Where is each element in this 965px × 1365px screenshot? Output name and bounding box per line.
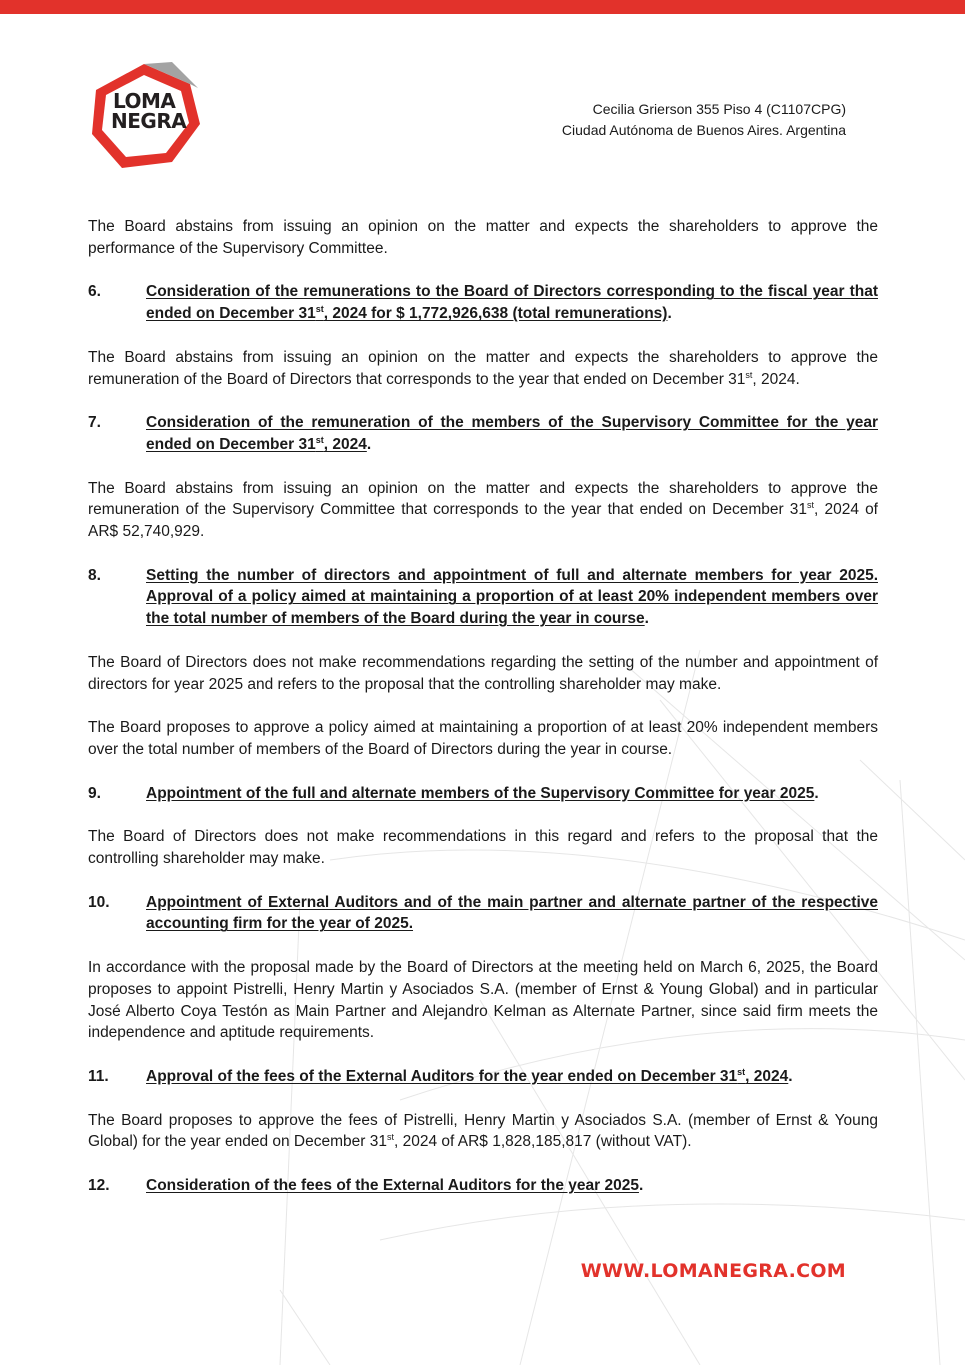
item-title-period: . bbox=[366, 435, 372, 453]
item-title bbox=[146, 1175, 878, 1197]
top-brand-bar bbox=[0, 0, 965, 14]
agenda-item-9 bbox=[88, 783, 878, 805]
logo-text-loma: LOMA bbox=[113, 89, 176, 113]
item-title-part: Approval of the fees of the External Auditors for the year ended on December 31 bbox=[146, 1067, 738, 1085]
ordinal-suffix: st bbox=[807, 500, 815, 511]
paragraph-independence-policy: The Board proposes to approve a policy aimed at maintaining a proportion of at least 20% independent members over the total number of members of the Board of Directors during the year in course. bbox=[88, 719, 878, 758]
item-title-part: Consideration of the remuneration of the members of the Supervisory Committee for the year ended on December 31 bbox=[146, 414, 878, 453]
item-title bbox=[146, 1066, 878, 1088]
item-number: 6. bbox=[88, 283, 101, 301]
item-title-part: Consideration of the fees of the External Auditors for the year 2025 bbox=[146, 1177, 639, 1195]
paragraph-directors-number: The Board of Directors does not make recommendations regarding the setting of the number and appointment of directors for year 2025 and refers to the proposal that the controlling shareholder may make. bbox=[88, 653, 878, 693]
text-part: The Board abstains from issuing an opinion on the matter and expects the shareholders to approve the remuneration of the Supervisory Committee that corresponds to the year that ended on December 31 bbox=[88, 479, 878, 519]
item-number: 8. bbox=[88, 566, 101, 584]
agenda-item-11 bbox=[88, 1066, 878, 1088]
ordinal-suffix: st bbox=[315, 304, 324, 315]
item-title-part: Appointment of the full and alternate members of the Supervisory Committee for year 2025 bbox=[146, 784, 815, 802]
item-title-part: , 2024 for $ 1,772,926,638 (total remunerations) bbox=[323, 305, 668, 323]
paragraph-supervisory-remuneration bbox=[88, 478, 878, 543]
text-part: The Board abstains from issuing an opinion on the matter and expects the shareholders to approve the remuneration of the Board of Directors that corresponds to the year that ended on December 31 bbox=[88, 348, 878, 388]
paragraph-auditor-fees bbox=[88, 1110, 878, 1153]
paragraph-external-auditors: In accordance with the proposal made by the Board of Directors at the meeting held on March 6, 2025, the Board proposes to appoint Pistrelli, Henry Martin y Asociados S.A. (member of Ernst & Young Global) and in particular José Alberto Coya Testón as Main Partner and Alejandro Kelman as Alternate Partner, since said firm meets the independence and aptitude requirements. bbox=[88, 959, 878, 1042]
text-part: The Board proposes to approve the fees of Pistrelli, Henry Martin y Asociados S.A. (member of Ernst & Young Global) for the year ended on December 31 bbox=[88, 1111, 878, 1151]
loma-negra-logo bbox=[86, 58, 204, 172]
item-title-part: Appointment of External Auditors and of the main partner and alternate partner of the respective accounting firm for the year of 2025. bbox=[146, 893, 878, 933]
ordinal-suffix: st bbox=[315, 434, 324, 445]
paragraph-board-remuneration bbox=[88, 347, 878, 390]
item-number: 12. bbox=[88, 1177, 110, 1195]
item-number: 7. bbox=[88, 414, 101, 432]
item-title bbox=[146, 783, 878, 805]
paragraph-supervisory-appointment: The Board of Directors does not make recommendations in this regard and refers to the proposal that the controlling shareholder may make. bbox=[88, 828, 878, 868]
paragraph-supervisory-performance: The Board abstains from issuing an opinion on the matter and expects the shareholders to approve the performance of the Supervisory Committee. bbox=[88, 218, 878, 257]
agenda-item-10 bbox=[88, 892, 878, 935]
item-title bbox=[146, 892, 878, 935]
item-number: 9. bbox=[88, 784, 101, 802]
address-line-2: Ciudad Autónoma de Buenos Aires. Argentina bbox=[561, 122, 846, 138]
company-address bbox=[562, 99, 846, 141]
item-title-period: . bbox=[644, 610, 649, 628]
agenda-item-8 bbox=[88, 565, 878, 630]
item-title-part: Setting the number of directors and appointment of full and alternate members for year 2025. Approval of a policy aimed at maintaining a proportion of at least 20% independent members over the total number of members of the Board during the year in course bbox=[146, 566, 878, 628]
item-number: 10. bbox=[88, 893, 110, 911]
item-title-period: . bbox=[814, 784, 819, 802]
website-link[interactable]: WWW.LOMANEGRA.COM bbox=[580, 1260, 846, 1282]
text-part: , 2024 of AR$ 52,740,929. bbox=[88, 501, 878, 541]
item-title bbox=[146, 281, 878, 324]
text-part: , 2024 of AR$ 1,828,185,817 (without VAT). bbox=[394, 1133, 692, 1151]
logo-text-negra: NEGRA bbox=[111, 109, 187, 133]
document-body bbox=[88, 216, 878, 1219]
agenda-item-7 bbox=[88, 412, 878, 455]
agenda-item-12 bbox=[88, 1175, 878, 1197]
address-line-1: Cecilia Grierson 355 Piso 4 (C1107CPG) bbox=[592, 101, 846, 117]
item-number: 11. bbox=[88, 1067, 109, 1085]
item-title-part: , 2024 bbox=[323, 435, 367, 453]
ordinal-suffix: st bbox=[737, 1066, 746, 1077]
item-title-period: . bbox=[667, 305, 672, 323]
item-title bbox=[146, 565, 878, 630]
agenda-item-6 bbox=[88, 281, 878, 324]
text-part: , 2024. bbox=[752, 370, 800, 388]
ordinal-suffix: st bbox=[386, 1132, 394, 1143]
item-title bbox=[146, 412, 878, 455]
item-title-period: . bbox=[638, 1177, 644, 1195]
item-title-part: Consideration of the remunerations to the Board of Directors corresponding to the fiscal year that ended on December 31 bbox=[146, 283, 878, 323]
ordinal-suffix: st bbox=[745, 369, 753, 380]
item-title-period: . bbox=[788, 1067, 793, 1085]
item-title-part: , 2024 bbox=[745, 1067, 789, 1085]
